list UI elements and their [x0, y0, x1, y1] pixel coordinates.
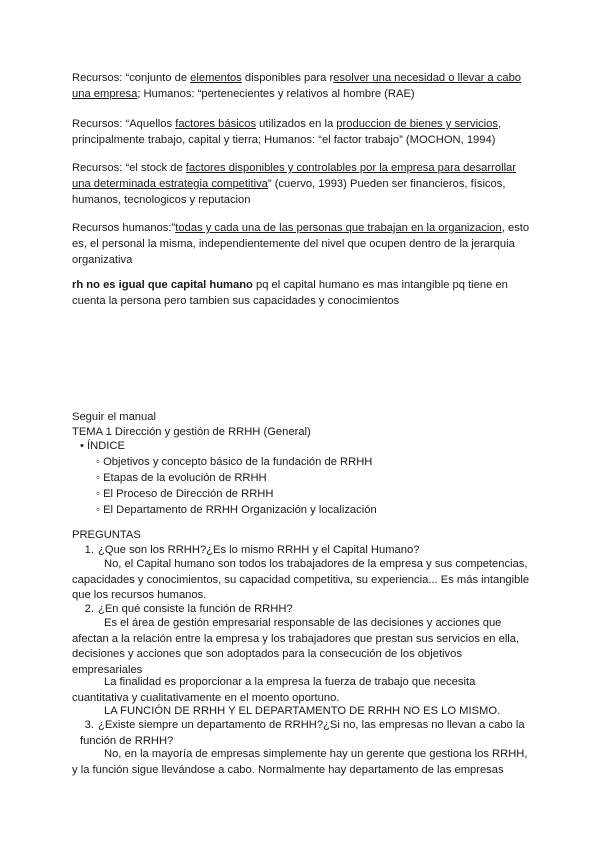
question-1: [80, 542, 419, 558]
text-run: pq el capital humano es mas intangible pq tiene en cuenta la persona pero tambien sus capacidades y conocimientos: [72, 279, 508, 307]
question-number: 2.: [84, 603, 94, 615]
underlined-term: elementos: [190, 72, 242, 84]
answer-2b: [72, 675, 532, 706]
underlined-term: factores disponibles y controlables por la empresa para desarrollar una determinada estrategia competitiva: [72, 162, 516, 190]
bold-term: rh no es igual que capital humano: [72, 279, 253, 291]
indice-label: ÍNDICE: [87, 440, 125, 452]
outline-item-label: El Departamento de RRHH Organización y localización: [103, 504, 377, 516]
underlined-term: todas y cada una de las personas que trabajan en la organizacion: [175, 222, 502, 234]
answer-text: Es el área de gestión empresarial responsable de las decisiones y acciones que afectan a la relación entre la empresa y los trabajadores que prestan sus servicios en ella, decisiones y acciones que son adoptados para la consecución de los objetivos empresariales: [72, 617, 520, 676]
answer-text: LA FUNCIÓN DE RRHH Y EL DEPARTAMENTO DE RRHH NO ES LO MISMO.: [104, 705, 501, 717]
text-run: Recursos: “Aquellos: [72, 118, 176, 130]
answer-3: [72, 747, 532, 778]
text-run: utilizados en la: [256, 118, 337, 130]
answer-text: No, en la mayoría de empresas simplemente hay un gerente que gestiona los RRHH, y la función sigue llevándose a cabo. Normalmente hay departamento de las empresas: [72, 748, 528, 776]
outline-item: ◦ El Proceso de Dirección de RRHH: [96, 488, 274, 500]
text-run: Recursos: “el stock de: [72, 162, 186, 174]
outline-item-label: Objetivos y concepto básico de la fundación de RRHH: [103, 456, 373, 468]
text-run: , principalmente trabajo, capital y tierra; Humanos: “el factor trabajo” (MOCHON, 1994): [72, 118, 502, 146]
text-run: , esto es, el personal la misma, independientemente del nivel que ocupen dentro de la jerarquia organizativa: [72, 222, 530, 266]
answer-text: No, el Capital humano son todos los trabajadores de la empresa y sus competencias, capacidades y conocimientos, su capacidad competitiva, su experiencia... Es más intangible que los recursos humanos.: [72, 558, 530, 601]
outline-item: ◦ Objetivos y concepto básico de la fundación de RRHH: [96, 456, 373, 468]
paragraph-recursos-cuervo: [72, 160, 534, 208]
answer-text: La finalidad es proporcionar a la empresa la fuerza de trabajo que necesita cuantitativa y cualitativamente en el moento oportuno.: [72, 676, 476, 704]
answer-2a: [72, 616, 532, 678]
text-run: Recursos humanos:”: [72, 222, 176, 234]
text-run: ” (cuervo, 1993) Pueden ser financieros, físicos, humanos, tecnologicos y reputacion: [72, 178, 506, 206]
paragraph-recursos-mochon: [72, 116, 534, 148]
underlined-term: produccion de bienes y servicios: [336, 118, 498, 130]
text-run: ; Humanos: “pertenecientes y relativos al hombre (RAE): [137, 88, 415, 100]
question-3: [80, 718, 530, 749]
outline-item: ◦ El Departamento de RRHH Organización y localización: [96, 504, 377, 516]
question-number: 1.: [84, 544, 94, 556]
paragraph-recursos-rae: [72, 70, 534, 102]
tema-heading: TEMA 1 Dirección y gestión de RRHH (General): [72, 426, 311, 438]
question-text: ¿Existe siempre un departamento de RRHH?¿Si no, las empresas no llevan a cabo la función de RRHH?: [80, 719, 525, 747]
outline-item-label: El Proceso de Dirección de RRHH: [103, 488, 274, 500]
indice-item: • ÍNDICE: [80, 440, 125, 452]
paragraph-recursos-humanos: [72, 220, 534, 268]
outline-item-label: Etapas de la evolución de RRHH: [103, 472, 267, 484]
underlined-term: factores básicos: [175, 118, 257, 130]
answer-1: [72, 557, 532, 604]
outline-item: ◦ Etapas de la evolución de RRHH: [96, 472, 267, 484]
question-number: 3.: [84, 719, 94, 731]
question-text: ¿Que son los RRHH?¿Es lo mismo RRHH y el Capital Humano?: [98, 544, 420, 556]
question-2: [80, 601, 293, 617]
underlined-term: esolver una necesidad o llevar a cabo una empresa: [72, 72, 522, 100]
question-text: ¿En qué consiste la función de RRHH?: [98, 603, 293, 615]
text-run: Recursos: “conjunto de: [72, 72, 191, 84]
seguir-manual-text: Seguir el manual: [72, 411, 156, 423]
paragraph-capital-humano: [72, 277, 534, 309]
preguntas-heading: PREGUNTAS: [72, 529, 141, 541]
text-run: disponibles para r: [241, 72, 334, 84]
